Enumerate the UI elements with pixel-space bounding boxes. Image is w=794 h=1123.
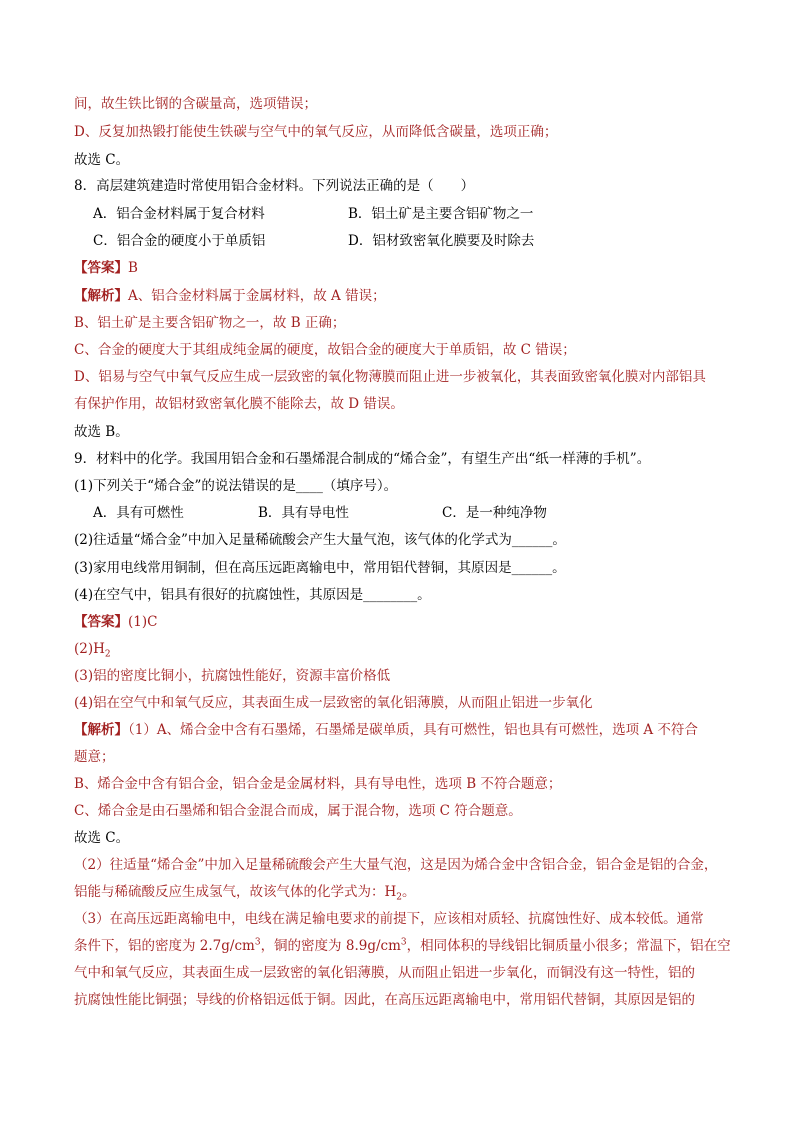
question-9-part-1: (1)下列关于“烯合金”的说法错误的是____（填序号）。 <box>74 478 398 494</box>
answer-line <box>74 640 726 658</box>
analysis-text: ，相同体积的导线铝比铜质量小很多；常温下，铝在空 <box>406 938 731 954</box>
subscript: 2 <box>396 892 403 903</box>
answer-tag: 【答案】 <box>74 614 128 630</box>
answer-tag: 【答案】 <box>74 260 128 276</box>
analysis-line: （2）往适量“烯合金”中加入足量稀硫酸会产生大量气泡，这是因为烯合金中含铝合金，铝合金是铝的合金， <box>74 857 718 873</box>
analysis-8 <box>74 287 726 305</box>
analysis-line <box>74 937 731 955</box>
question-8-option-a: A．铝合金材料属于复合材料 <box>93 206 265 222</box>
analysis-line: 故选 C。 <box>74 830 130 846</box>
analysis-line: B、铝土矿是主要含铝矿物之一，故 B 正确； <box>74 315 346 331</box>
question-9-part-2: (2)往适量“烯合金”中加入足量稀硫酸会产生大量气泡，该气体的化学式为______。 <box>74 532 566 548</box>
analysis-text: （1）A、烯合金中含有石墨烯，石墨烯是碳单质，具有可燃性，铝也具有可燃性，选项 A 不符合 <box>128 722 698 738</box>
analysis-text: 条件下，铝的密度为 2.7g/cm <box>74 938 255 954</box>
answer-text: (2)H <box>74 641 105 657</box>
answer-8 <box>74 259 726 277</box>
question-9-part-4: (4)在空气中，铝具有很好的抗腐蚀性，其原因是________。 <box>74 587 431 603</box>
analysis-9 <box>74 721 726 739</box>
superscript: 3 <box>400 937 407 948</box>
analysis-line <box>74 883 726 901</box>
answer-9 <box>74 613 726 631</box>
question-9-option-a: A．具有可燃性 <box>93 505 184 521</box>
answer-value: (1)C <box>128 614 158 630</box>
analysis-text: A、铝合金材料属于金属材料，故 A 错误； <box>128 288 386 304</box>
analysis-line: 气中和氧气反应，其表面生成一层致密的氧化铝薄膜，从而阻止铝进一步氧化，而铜没有这一特性，铝的 <box>74 965 695 981</box>
question-8-option-c: C．铝合金的硬度小于单质铝 <box>93 233 266 249</box>
analysis-line: C、烯合金是由石墨烯和铝合金混合而成，属于混合物，选项 C 符合题意。 <box>74 803 522 819</box>
answer-line: (3)铝的密度比铜小，抗腐蚀性能好，资源丰富价格低 <box>74 668 391 684</box>
analysis-text: 铝能与稀硫酸反应生成氢气，故该气体的化学式为：H <box>74 884 397 900</box>
analysis-text: 。 <box>402 884 416 900</box>
analysis-line: B、烯合金中含有铝合金，铝合金是金属材料，具有导电性，选项 B 不符合题意； <box>74 776 562 792</box>
superscript: 3 <box>254 937 261 948</box>
analysis-tag: 【解析】 <box>74 288 128 304</box>
answer-value: B <box>128 260 138 276</box>
analysis-line: D、铝易与空气中氧气反应生成一层致密的氧化物薄膜而阻止进一步被氧化，其表面致密氧化膜对内部铝具 <box>74 369 706 385</box>
analysis-line: （3）在高压远距离输电中，电线在满足输电要求的前提下，应该相对质轻、抗腐蚀性好、成本较低。通常 <box>74 911 704 927</box>
question-9-option-c: C．是一种纯净物 <box>442 505 547 521</box>
text-line: 间，故生铁比钢的含碳量高，选项错误； <box>74 96 317 112</box>
question-9-stem: 9．材料中的化学。我国用铝合金和石墨烯混合制成的“烯合金”，有望生产出“纸一样薄的手机”。 <box>74 451 651 467</box>
analysis-line: 有保护作用，故铝材致密氧化膜不能除去，故 D 错误。 <box>74 396 404 412</box>
analysis-tag: 【解析】 <box>74 722 128 738</box>
question-8-option-b: B．铝土矿是主要含铝矿物之一 <box>348 206 534 222</box>
analysis-text: ，铜的密度为 8.9g/cm <box>260 938 401 954</box>
question-9-part-3: (3)家用电线常用铜制，但在高压远距离输电中，常用铝代替铜，其原因是______。 <box>74 560 566 576</box>
subscript: 2 <box>104 649 111 660</box>
text-line: 故选 C。 <box>74 152 130 168</box>
answer-line: (4)铝在空气中和氧气反应，其表面生成一层致密的氧化铝薄膜，从而阻止铝进一步氧化 <box>74 695 593 711</box>
analysis-line: 抗腐蚀性能比铜强；导线的价格铝远低于铜。因此，在高压远距离输电中，常用铝代替铜，其原因是铝的 <box>74 992 695 1008</box>
text-line: D、反复加热锻打能使生铁碳与空气中的氧气反应，从而降低含碳量，选项正确； <box>74 124 558 140</box>
question-8-stem: 8．高层建筑建造时常使用铝合金材料。下列说法正确的是（ ） <box>74 178 475 194</box>
analysis-line: C、合金的硬度大于其组成纯金属的硬度，故铝合金的硬度大于单质铝，故 C 错误； <box>74 342 576 358</box>
question-9-option-b: B．具有导电性 <box>258 505 349 521</box>
analysis-line: 题意； <box>74 749 115 765</box>
question-8-option-d: D．铝材致密氧化膜要及时除去 <box>348 233 535 249</box>
analysis-line: 故选 B。 <box>74 424 129 440</box>
